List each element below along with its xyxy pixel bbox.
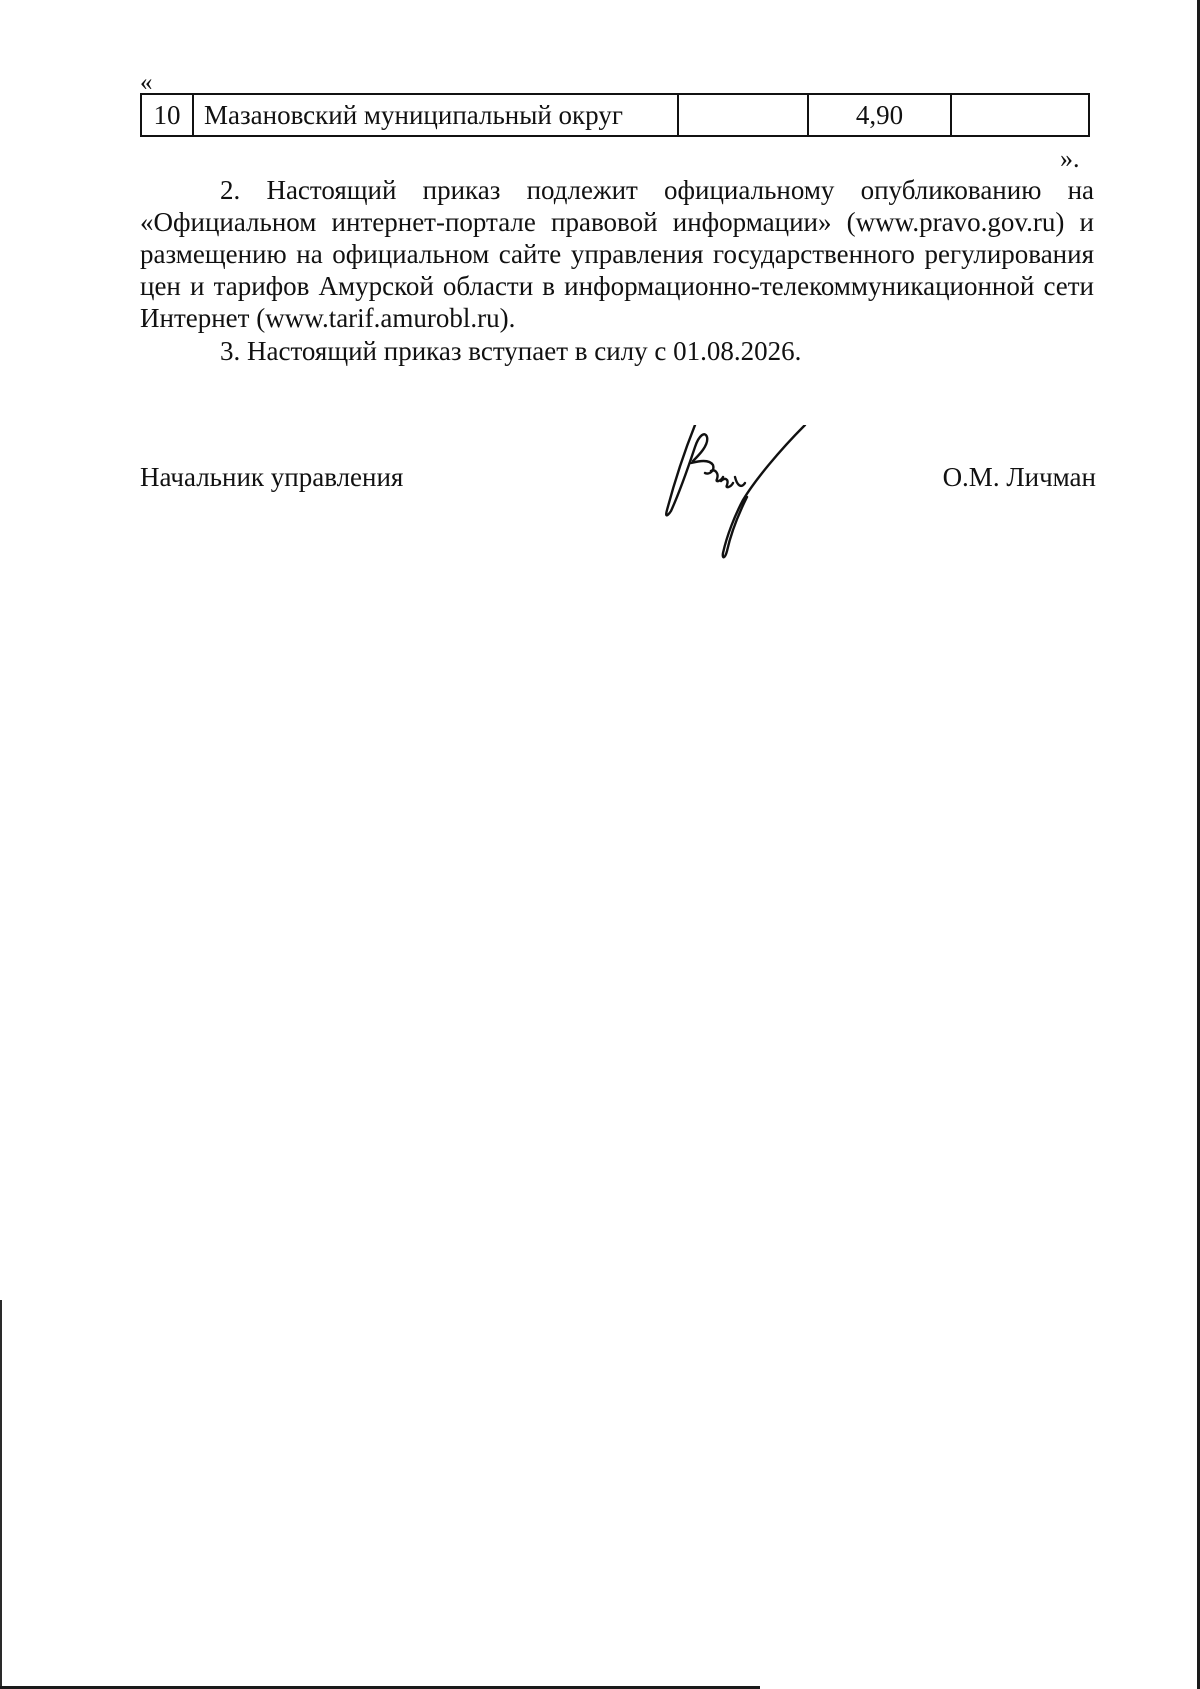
table-close-quote: ». [1060,144,1080,173]
row-number-cell: 10 [142,95,194,135]
tariff-value-cell: 4,90 [809,95,952,135]
signer-name: О.М. Личман [942,462,1096,492]
municipality-name-cell: Мазановский муниципальный округ [194,95,679,135]
paragraph-publication: 2. Настоящий приказ подлежит официальному опубликованию на «Официальном интернет-портале правовой информации» (www.pravo.gov.ru) и размещению на официальном сайте управления государственного регулирования цен и тарифов Амурской области в информационно-телекоммуникационной сети Интернет (www.tarif.amurobl.ru). [140,175,1094,333]
handwritten-signature [655,425,825,565]
empty-cell-2 [952,95,1088,135]
table-open-quote: « [140,69,153,96]
empty-cell-1 [679,95,809,135]
tariff-table-row [140,93,1090,137]
scan-edge-left [0,1300,2,1689]
signer-position: Начальник управления [140,462,404,492]
paragraph-effective-date: 3. Настоящий приказ вступает в силу с 01.08.2026. [220,336,802,366]
